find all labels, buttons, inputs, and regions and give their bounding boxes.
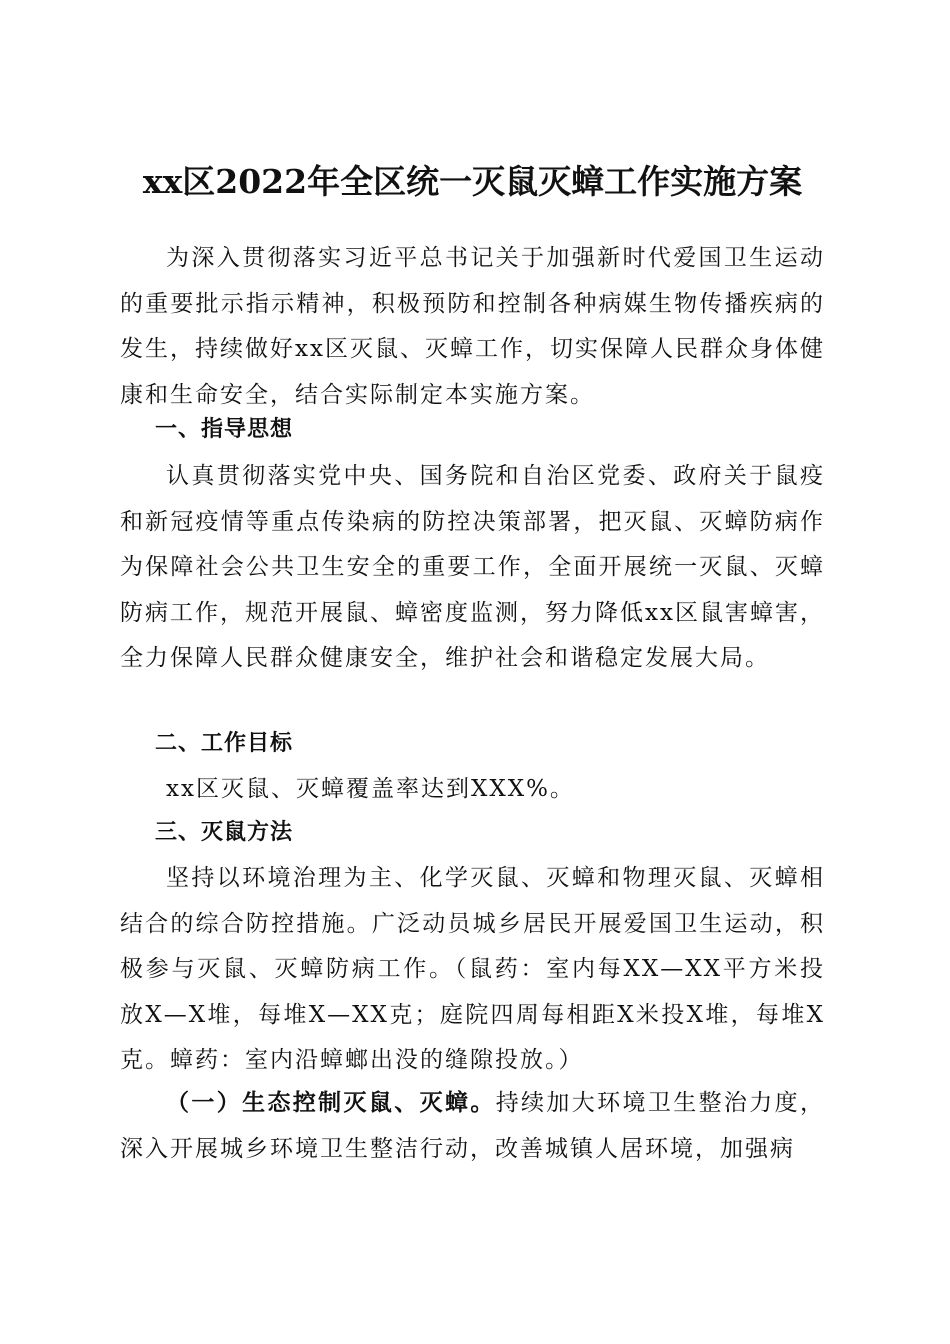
section-body-rodent-method: 坚持以环境治理为主、化学灭鼠、灭蟑和物理灭鼠、灭蟑相结合的综合防控措施。广泛动员城乡居民开展爱国卫生运动，积极参与灭鼠、灭蟑防病工作。（鼠药：室内每XX—XX平方米投放X—X堆，每堆X—XX克；庭院四周每相距X米投X堆，每堆X克。蟑药：室内沿蟑螂出没的缝隙投放。） — [120, 865, 825, 1074]
section-body-work-goal: xx区灭鼠、灭蟑覆盖率达到XXX%。 — [166, 776, 575, 802]
section-body-guiding-ideology: 认真贯彻落实党中央、国务院和自治区党委、政府关于鼠疫和新冠疫情等重点传染病的防控决策部署，把灭鼠、灭蟑防病作为保障社会公共卫生安全的重要工作，全面开展统一灭鼠、灭蟑防病工作，规范开展鼠、蟑密度监测，努力降低xx区鼠害蟑害，全力保障人民群众健康安全，维护社会和谐稳定发展大局。 — [120, 463, 825, 672]
document-title: xx区2022年全区统一灭鼠灭蟑工作实施方案 — [142, 162, 803, 202]
subsection-label: （一）生态控制灭鼠、灭蟑。 — [166, 1089, 496, 1116]
section-heading-rodent-method: 三、灭鼠方法 — [155, 820, 294, 845]
subsection-text: 持续加大环境卫生整治力度，深入开展城乡环境卫生整洁行动，改善城镇人居环境，加强病 — [120, 1090, 826, 1162]
section-heading-work-goal: 二、工作目标 — [155, 731, 294, 756]
subsection-paragraph — [120, 1080, 825, 1172]
section-heading-guiding-ideology: 一、指导思想 — [155, 417, 294, 442]
intro-paragraph: 为深入贯彻落实习近平总书记关于加强新时代爱国卫生运动的重要批示指示精神，积极预防和控制各种病媒生物传播疾病的发生，持续做好xx区灭鼠、灭蟑工作，切实保障人民群众身体健康和生命安全，结合实际制定本实施方案。 — [120, 245, 825, 408]
